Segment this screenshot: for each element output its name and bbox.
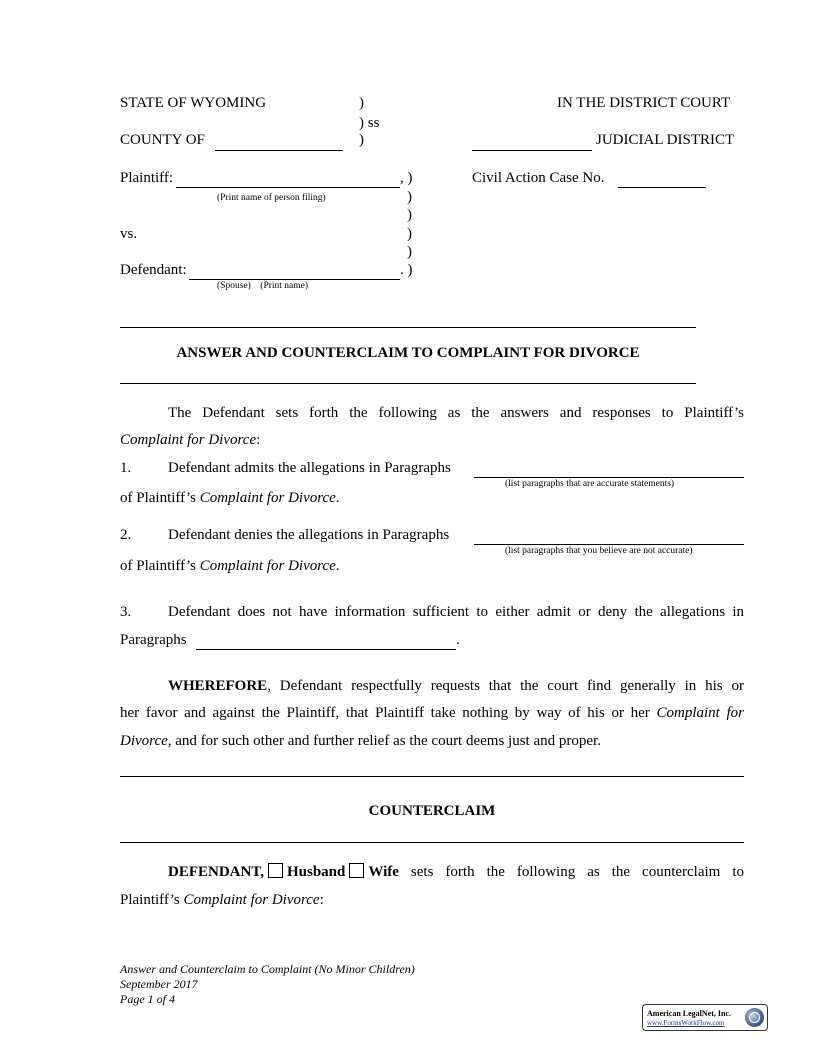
defendant-hint: (Spouse) (Print name) — [217, 281, 309, 291]
publisher-logo[interactable] — [642, 1004, 768, 1031]
counterclaim-line-1: DEFENDANT, Husband Wife sets forth the following as the counterclaim to — [168, 864, 744, 880]
plaintiff-comma-paren: , ) — [400, 170, 413, 186]
counterclaim-rule-bottom — [120, 842, 744, 843]
item-3-text: Defendant does not have information sufficient to either admit or deny the allegations in — [168, 604, 744, 620]
caption-paren: ) — [407, 207, 412, 223]
judicial-district-field[interactable] — [472, 135, 592, 151]
admitted-paragraphs-field[interactable] — [474, 462, 744, 478]
item-2-text: Defendant denies the allegations in Paragraphs — [168, 527, 450, 543]
caption-ss: ) ss — [359, 115, 380, 131]
plaintiff-hint: (Print name of person filing) — [217, 193, 326, 203]
caption-paren: ) — [359, 132, 364, 148]
item-2-of-line: of Plaintiff’s Complaint for Divorce. — [120, 558, 340, 574]
intro-text: The Defendant sets forth the following as the answers and responses to Plaintiff’s — [168, 405, 744, 421]
counterclaim-heading: COUNTERCLAIM — [368, 803, 496, 819]
plaintiff-name-field[interactable] — [176, 172, 400, 188]
wife-checkbox[interactable] — [349, 863, 364, 878]
judicial-district-label: JUDICIAL DISTRICT — [596, 132, 735, 148]
caption-paren: ) — [359, 95, 364, 111]
footer — [120, 962, 415, 1007]
document-title: ANSWER AND COUNTERCLAIM TO COMPLAINT FOR DIVORCE — [176, 345, 640, 361]
footer-page-number: Page 1 of 4 — [120, 992, 175, 1006]
county-label: COUNTY OF — [120, 132, 205, 148]
caption-paren: ) — [407, 189, 412, 205]
husband-checkbox[interactable] — [268, 863, 283, 878]
counterclaim-rule-top — [120, 776, 744, 777]
item-1-of-line: of Plaintiff’s Complaint for Divorce. — [120, 490, 340, 506]
defendant-period-paren: . ) — [400, 262, 413, 278]
wherefore-line-1: WHEREFORE, Defendant respectfully requests that the court find generally in his or — [168, 678, 744, 694]
wherefore-line-3: Divorce, and for such other and further relief as the court deems just and proper. — [120, 733, 601, 749]
item-1-hint: (list paragraphs that are accurate statements) — [505, 479, 675, 489]
county-field[interactable] — [215, 135, 343, 151]
denied-paragraphs-field[interactable] — [474, 529, 744, 545]
state-label: STATE OF WYOMING — [120, 95, 267, 111]
publisher-name: American LegalNet, Inc. — [647, 1009, 731, 1018]
wherefore-line-2: her favor and against the Plaintiff, that Plaintiff take nothing by way of his or her Complaint for — [120, 705, 744, 721]
item-3-paragraphs-label: Paragraphs — [120, 632, 187, 648]
title-rule-top — [120, 327, 696, 328]
item-3-period: . — [456, 632, 460, 648]
item-1-text: Defendant admits the allegations in Paragraphs — [168, 460, 451, 476]
vs-label: vs. — [120, 226, 138, 242]
defendant-name-field[interactable] — [189, 264, 400, 280]
globe-icon — [745, 1008, 764, 1027]
intro-complaint-line: Complaint for Divorce: — [120, 432, 261, 448]
item-2-hint: (list paragraphs that you believe are not accurate) — [505, 546, 693, 556]
plaintiff-label: Plaintiff: — [120, 170, 174, 186]
title-rule-bottom — [120, 383, 696, 384]
caption-paren: ) — [407, 244, 412, 260]
case-no-field[interactable] — [618, 172, 706, 188]
item-3-number: 3. — [120, 604, 132, 620]
item-2-number: 2. — [120, 527, 132, 543]
publisher-url[interactable]: www.FormsWorkFlow.com — [647, 1019, 725, 1027]
item-1-number: 1. — [120, 460, 132, 476]
footer-form-name: Answer and Counterclaim to Complaint (No Minor Children) — [120, 962, 415, 976]
case-no-label: Civil Action Case No. — [472, 170, 605, 186]
caption-paren: ) — [407, 226, 412, 242]
footer-date: September 2017 — [120, 977, 198, 991]
court-label: IN THE DISTRICT COURT — [557, 95, 731, 111]
counterclaim-line-2: Plaintiff’s Complaint for Divorce: — [120, 892, 324, 908]
defendant-label: Defendant: — [120, 262, 187, 278]
unknown-paragraphs-field[interactable] — [196, 634, 456, 650]
